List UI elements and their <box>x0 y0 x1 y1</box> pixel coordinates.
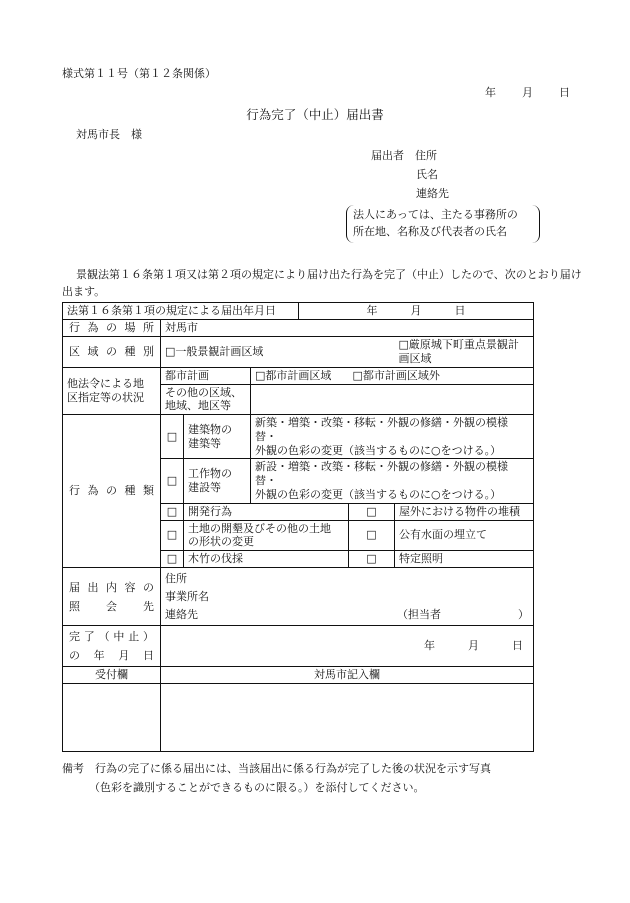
applicant-contact-label: 連絡先 <box>416 187 449 200</box>
reclamation-checkbox[interactable]: □ <box>349 520 395 551</box>
lighting-label: 特定照明 <box>395 551 534 568</box>
prior-year-label: 年 <box>366 304 378 318</box>
remarks-line2: （色彩を識別することができるものに限る。）を添付してください。 <box>89 781 425 794</box>
other-zone-field[interactable] <box>251 384 534 415</box>
remarks-line1: 備考 行為の完了に係る届出には、当該届出に係る行為が完了した後の状況を示す写真 <box>62 762 491 775</box>
outdoor-storage-checkbox[interactable]: □ <box>349 503 395 520</box>
building-label: 建築物の 建築等 <box>184 415 251 459</box>
contact-address-label: 住所 <box>165 571 187 585</box>
done-month-label: 月 <box>468 639 479 653</box>
act-type-label: 行為の種類 <box>63 415 161 568</box>
corporate-note-line2: 所在地、名称及び代表者の氏名 <box>353 225 507 238</box>
contact-tel-row: 連絡先 （担当者 ） <box>165 606 529 624</box>
other-zone-label: その他の区域、 地域、地区等 <box>161 384 251 415</box>
city-use-header: 対馬市記入欄 <box>161 667 534 684</box>
done-year-label: 年 <box>424 639 435 653</box>
tree-felling-checkbox[interactable]: □ <box>161 551 184 568</box>
done-day-label: 日 <box>512 639 523 653</box>
tree-felling-label: 木竹の伐採 <box>184 551 349 568</box>
city-use-field <box>161 684 534 752</box>
place-label: 行為の場所 <box>63 320 161 337</box>
land-alteration-label: 土地の開墾及びその他の土地 の形状の変更 <box>184 520 349 551</box>
prior-notice-date-field[interactable] <box>299 303 534 320</box>
place-value: 対馬市 <box>165 321 198 335</box>
structure-description: 新設・増築・改築・移転・外観の修繕・外観の模様替・ 外観の色彩の変更（該当するものに○をつける。） <box>251 459 534 503</box>
date-day-label: 日 <box>559 86 570 99</box>
reception-field <box>63 684 161 752</box>
prior-month-label: 月 <box>410 304 422 318</box>
city-plan-label: 都市計画 <box>161 367 251 384</box>
contact-person-label: （担当者 ） <box>397 607 529 621</box>
notification-form-table <box>62 302 534 752</box>
outdoor-storage-label: 屋外における物件の堆積 <box>395 503 534 520</box>
contact-label: 届出内容の 照会先 <box>63 568 161 626</box>
completion-date-label: 完了（中止） の年月日 <box>63 626 161 667</box>
development-checkbox[interactable]: □ <box>161 503 184 520</box>
corporate-note-line1: 法人にあっては、主たる事務所の <box>353 208 518 221</box>
applicant-label: 届出者 <box>371 149 404 162</box>
reception-header: 受付欄 <box>63 667 161 684</box>
structure-label: 工作物の 建設等 <box>184 459 251 503</box>
reclamation-label: 公有水面の埋立て <box>395 520 534 551</box>
applicant-address-row <box>371 149 437 163</box>
prior-day-label: 日 <box>454 304 466 318</box>
prior-notice-date-label: 法第１６条第１項の規定による届出年月日 <box>63 303 299 320</box>
date-year-label: 年 <box>485 86 496 99</box>
other-law-label: 他法令による地 区指定等の状況 <box>63 367 161 415</box>
zone-type-label: 区域の種別 <box>63 337 161 368</box>
addressee: 対馬市長 様 <box>76 128 142 141</box>
zone-general-option[interactable]: □一般景観計画区域 <box>161 337 395 368</box>
date-month-label: 月 <box>522 86 533 99</box>
submission-date <box>485 86 570 100</box>
development-label: 開発行為 <box>184 503 349 520</box>
contact-office-label: 事業所名 <box>165 589 209 603</box>
building-description: 新築・増築・改築・移転・外観の修繕・外観の模様替・ 外観の色彩の変更（該当するものに○をつける。） <box>251 415 534 459</box>
place-field[interactable] <box>161 320 534 337</box>
completion-date-field[interactable] <box>161 626 534 667</box>
city-plan-out-option[interactable]: □都市計画区域外 <box>349 367 534 384</box>
land-alteration-checkbox[interactable]: □ <box>161 520 184 551</box>
corporate-note <box>346 205 540 243</box>
applicant-address-label: 住所 <box>415 149 437 162</box>
page-title: 行為完了（中止）届出書 <box>246 107 384 122</box>
lighting-checkbox[interactable]: □ <box>349 551 395 568</box>
intro-text: 景観法第１６条第１項又は第２項の規定により届け出た行為を完了（中止）したので、次のとおり届け出ます。 <box>62 268 582 298</box>
structure-checkbox[interactable]: □ <box>161 459 184 503</box>
zone-izuhara-option[interactable]: □厳原城下町重点景観計画区域 <box>395 337 534 368</box>
contact-field[interactable] <box>161 568 534 626</box>
form-number: 様式第１１号（第１２条関係） <box>62 67 216 80</box>
applicant-name-label: 氏名 <box>416 168 438 181</box>
city-plan-in-option[interactable]: □都市計画区域 <box>251 367 349 384</box>
building-checkbox[interactable]: □ <box>161 415 184 459</box>
